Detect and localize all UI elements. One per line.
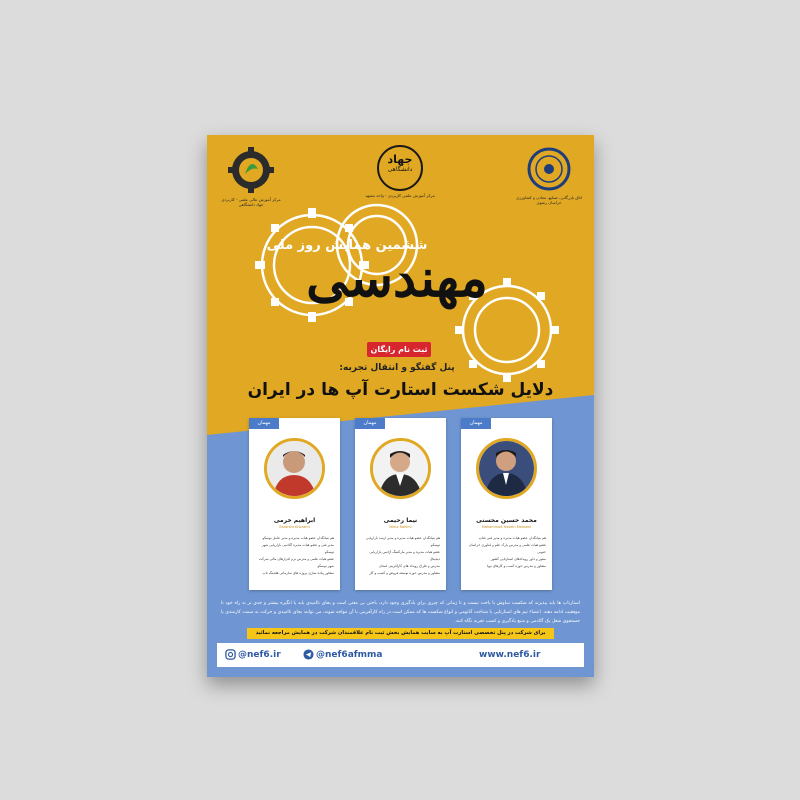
- speaker-name-latin: Nima Rahimi: [389, 525, 412, 529]
- guest-tag: مهمان: [249, 418, 279, 429]
- telegram-icon: [303, 649, 314, 660]
- speaker-card-rahimi: [355, 418, 446, 590]
- bio-line: عضو هیات علمی و مدرس پارک علم و فناوری خراسان جنوبی: [469, 543, 546, 554]
- bio-line: عضو هیات مدیره و مدیر مارکتینگ آژانس بازاریابی دیجیتال: [369, 550, 440, 561]
- jahad-logo-text: جهاد: [387, 153, 413, 166]
- person-photo-icon: [373, 441, 428, 496]
- headline-big: مهندسی: [306, 248, 488, 309]
- footer: [217, 643, 584, 667]
- bio-line: مدیر فنی و عضو هیات مدیره آکادمی بازاریابی شهر توسکو: [261, 543, 334, 554]
- person-photo-icon: [479, 441, 534, 496]
- logo-left: [221, 147, 281, 207]
- bio-line: هم بنیانگذار، عضو هیات مدیره و مدیر فنی فناپ: [478, 536, 546, 540]
- guest-tag: مهمان: [355, 418, 385, 429]
- instagram-handle: @nef6.ir: [238, 650, 281, 660]
- bio-line: مشاور پیاده سازی پروژه های سازمانی هلدینگ تاپ: [262, 571, 334, 575]
- logo-left-caption: مرکز آموزش عالی علمی - کاربردی: [221, 197, 281, 202]
- avatar-khorami: [264, 438, 325, 499]
- instagram-link[interactable]: [225, 649, 281, 661]
- bio-line: مدرس و طراح رویداد های کارآفرینی استان: [379, 564, 440, 568]
- logo-center-caption: مرکز آموزش علمی کاربردی - واحد مشهد: [365, 193, 435, 198]
- gear-leaf-logo-icon: [228, 147, 274, 193]
- free-registration-badge: ثبت نام رایگان: [367, 342, 431, 357]
- logo-right: [512, 147, 586, 205]
- chamber-emblem-icon: [527, 147, 571, 191]
- panel-label: پنل گفتگو و انتقال تجربه:: [339, 363, 455, 373]
- speaker-name: ابراهیم خرمی: [273, 517, 316, 524]
- bio-line: مشاور و مدرس حوزه کسب و کارهای نوپا: [486, 564, 546, 568]
- logo-left-subcaption: جهاد دانشگاهی: [238, 202, 264, 207]
- instagram-icon: [225, 649, 236, 660]
- telegram-link[interactable]: [303, 649, 383, 661]
- logo-right-caption: اتاق بازرگانی، صنایع، معادن و کشاورزی: [516, 195, 582, 200]
- speaker-bio: [467, 535, 546, 570]
- guest-tag: مهمان: [461, 418, 491, 429]
- speaker-name-latin: Mohammad Hosein Mohseni: [481, 525, 532, 529]
- avatar-rahimi: [370, 438, 431, 499]
- speaker-name-latin: Ebrahim Khorami: [279, 525, 310, 529]
- poster: [207, 135, 594, 677]
- bio-line: مشاور و مدرس حوزه توسعه فروش و کسب و کار: [369, 571, 440, 575]
- speaker-name: محمد حسین محسنی: [476, 517, 537, 524]
- speaker-name: نیما رحیمی: [383, 517, 418, 524]
- panel-title: دلایل شکست استارت آپ ها در ایران: [247, 380, 554, 400]
- bio-line: هم بنیانگذار، عضو هیات مدیره و مدیر عامل توسکو: [262, 536, 334, 540]
- bio-line: هم بنیانگذار، عضو هیات مدیره و مدیر ارشد بازاریابی توسکو: [365, 536, 440, 547]
- bio-line: عضو هیات علمی و مدرس نرم افزارهای مالی شرکت شهر توسکو: [258, 557, 334, 568]
- speaker-bio: [255, 535, 334, 577]
- registration-cta: برای شرکت در پنل تخصصی استارت آپ به سایت همایش بخش ثبت نام علاقمندان شرکت در همایش مراجعه نمائید: [247, 628, 554, 639]
- gear-graphics: [207, 135, 594, 677]
- description-paragraph: استارتاپ ها باید بپذیرند که شکست ساوش با باخت نیست و تا زمانی که چیزی برای یادگیری وجود دارد، باختن بی معنی است و بجای ناامیدی باید با انگیزه بیشتر و جدی تر به راه خود تا موفقیت ادامه دهند. اعضاء تیم های استارتاپی با شناخت آناتومی و انواع شکست ها که ممکن است در راه کارآفرینی با آن مواجه شوند، می توانند بجای ناامیدی و حرکت به سمت کارمندی یا جستجوی شغل یک آکادمی و منبع یادگیری و کسب تجربه نگاه کنند.: [221, 601, 580, 624]
- telegram-handle: @nef6afmma: [316, 650, 383, 660]
- jahad-logo-icon: [377, 145, 423, 191]
- avatar-mohseni: [476, 438, 537, 499]
- person-photo-icon: [267, 441, 322, 496]
- bio-line: منتور و داور رویدادهای استارتاپی کشور: [490, 557, 546, 561]
- logo-right-subcaption: خراسان رضوی: [536, 200, 562, 205]
- speaker-bio: [361, 535, 440, 577]
- speaker-card-khorami: [249, 418, 340, 590]
- speaker-card-mohseni: [461, 418, 552, 590]
- website-link[interactable]: [479, 649, 540, 661]
- headline-small: ششمین همایش روز ملی: [266, 238, 428, 253]
- jahad-logo-subtext: دانشگاهی: [387, 166, 413, 173]
- logo-center: [365, 145, 435, 198]
- website-url: www.nef6.ir: [479, 650, 541, 660]
